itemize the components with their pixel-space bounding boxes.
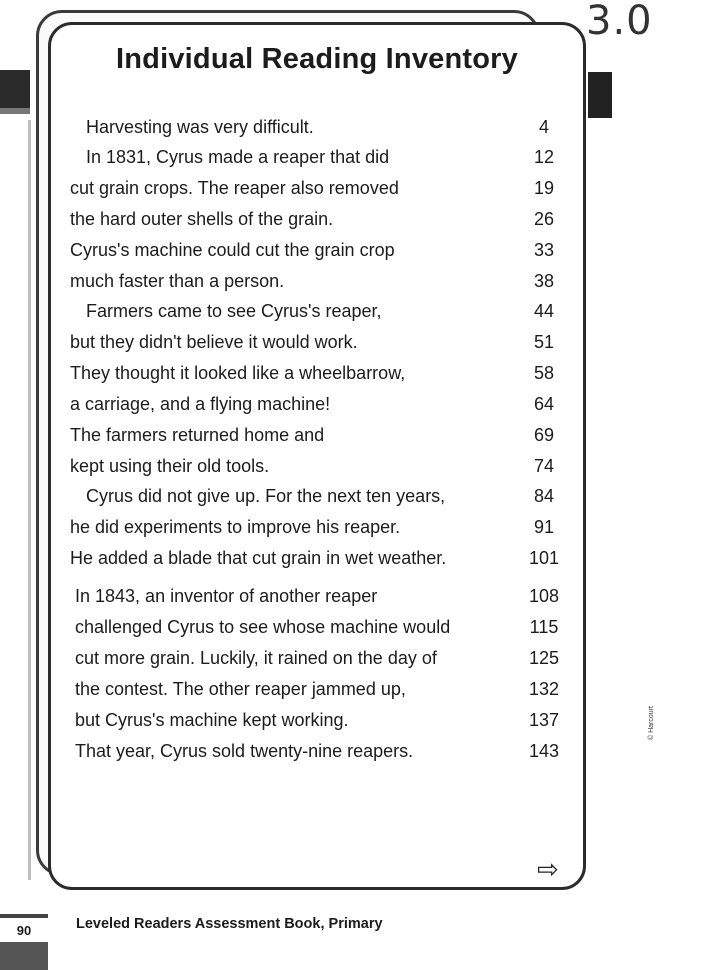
passage-text: cut more grain. Luckily, it rained on the day of	[75, 648, 437, 668]
passage-line	[51, 425, 583, 453]
passage-text: That year, Cyrus sold twenty-nine reapers.	[75, 741, 414, 761]
passage-text: Farmers came to see Cyrus's reaper,	[86, 301, 382, 321]
word-count: 19	[533, 178, 555, 198]
arrow-right-icon: ⇨	[537, 855, 559, 885]
word-count: 91	[533, 517, 555, 537]
handwritten-grade-mark: 3.0	[586, 0, 653, 44]
word-count: 137	[528, 710, 560, 730]
passage-line	[51, 648, 583, 676]
book-title: Leveled Readers Assessment Book, Primary	[76, 916, 383, 932]
passage-line	[51, 394, 583, 422]
passage-line	[51, 117, 583, 145]
passage-text: he did experiments to improve his reaper.	[70, 517, 401, 537]
passage-line	[51, 517, 583, 545]
word-count: 74	[533, 456, 555, 476]
passage-line	[51, 178, 583, 206]
passage-line	[51, 548, 583, 576]
word-count: 58	[533, 363, 555, 383]
passage-text: In 1831, Cyrus made a reaper that did	[86, 147, 390, 167]
word-count: 44	[533, 301, 555, 321]
passage-line	[51, 710, 583, 738]
word-count: 64	[533, 394, 555, 414]
word-count: 84	[533, 486, 555, 506]
passage-line	[51, 363, 583, 391]
page-number: 90	[0, 914, 48, 946]
passage-line	[51, 456, 583, 484]
word-count: 12	[533, 147, 555, 167]
passage-text: He added a blade that cut grain in wet weather.	[70, 548, 447, 568]
page-title: Individual Reading Inventory	[116, 43, 518, 75]
passage-text: the contest. The other reaper jammed up,	[75, 679, 406, 699]
passage-line	[51, 617, 583, 645]
passage-line	[51, 741, 583, 769]
passage-text: Cyrus did not give up. For the next ten years,	[86, 486, 446, 506]
passage-line	[51, 147, 583, 175]
passage-line	[51, 240, 583, 268]
passage-text: but they didn't believe it would work.	[70, 332, 358, 352]
passage-text: Harvesting was very difficult.	[86, 117, 314, 137]
passage-text: cut grain crops. The reaper also removed	[70, 178, 399, 198]
word-count: 26	[533, 209, 555, 229]
passage-line	[51, 209, 583, 237]
passage-line	[51, 271, 583, 299]
passage-text: but Cyrus's machine kept working.	[75, 710, 349, 730]
passage-text: Cyrus's machine could cut the grain crop	[70, 240, 395, 260]
word-count: 101	[528, 548, 560, 568]
passage-line	[51, 486, 583, 514]
word-count: 38	[533, 271, 555, 291]
scan-edge-mark	[0, 70, 30, 110]
copyright-notice: © Harcourt	[648, 706, 655, 740]
word-count: 4	[538, 117, 549, 137]
word-count: 143	[528, 741, 560, 761]
word-count: 51	[533, 332, 555, 352]
word-count: 69	[533, 425, 555, 445]
word-count: 33	[533, 240, 555, 260]
scan-edge-mark	[0, 108, 30, 114]
passage-line	[51, 301, 583, 329]
passage-text: The farmers returned home and	[70, 425, 325, 445]
word-count: 115	[529, 617, 559, 637]
reading-card	[48, 22, 586, 890]
passage-line	[51, 679, 583, 707]
word-count: 108	[528, 586, 560, 606]
passage-text: the hard outer shells of the grain.	[70, 209, 334, 229]
passage-text: They thought it looked like a wheelbarrow,	[70, 363, 406, 383]
passage-line	[51, 332, 583, 360]
passage-text: kept using their old tools.	[70, 456, 270, 476]
footer-block	[0, 942, 48, 970]
word-count: 125	[528, 648, 560, 668]
scan-edge-line	[28, 120, 31, 880]
passage-line	[51, 586, 583, 614]
passage-text: In 1843, an inventor of another reaper	[75, 586, 378, 606]
passage-text: much faster than a person.	[70, 271, 285, 291]
passage-text: a carriage, and a flying machine!	[70, 394, 331, 414]
passage-text: challenged Cyrus to see whose machine would	[75, 617, 451, 637]
word-count: 132	[528, 679, 560, 699]
